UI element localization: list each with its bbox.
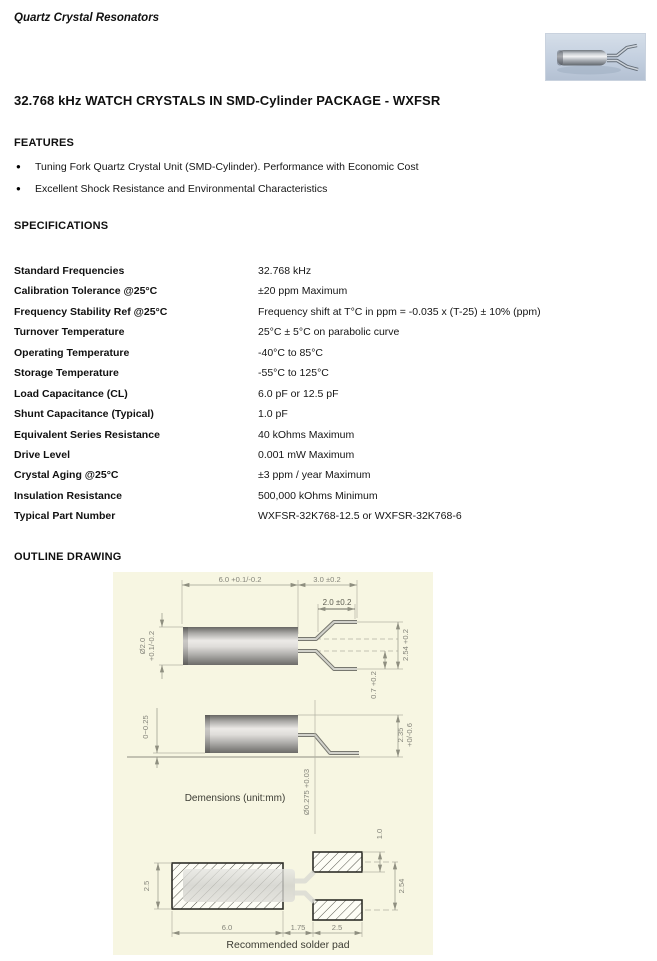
document-brand: Quartz Crystal Resonators [14, 12, 160, 24]
outline-drawing-panel [113, 572, 433, 955]
spec-row [14, 363, 634, 383]
spec-row [14, 261, 634, 281]
spec-label: Insulation Resistance [14, 489, 122, 502]
spec-value: 0.001 mW Maximum [258, 448, 355, 461]
spec-label: Drive Level [14, 448, 71, 461]
spec-value: 6.0 pF or 12.5 pF [258, 387, 339, 400]
spec-label: Storage Temperature [14, 367, 119, 380]
spec-value: 40 kOhms Maximum [258, 428, 355, 441]
spec-value: Frequency shift at T°C in ppm = -0.035 x (T-25) ± 10% (ppm) [258, 305, 541, 318]
dim-lead-pitch: 2.54 +0.2 [401, 629, 410, 661]
spec-value: 32.768 kHz [258, 265, 312, 277]
dim-pad2-height: 1.0 [375, 828, 384, 840]
dim-lead-offset: 0.7 +0.2 [369, 671, 378, 699]
spec-row [14, 486, 634, 506]
dim-diameter-tol: +0.1/-0.2 [147, 630, 156, 662]
drawing-view-side [127, 700, 403, 834]
spec-value: ±20 ppm Maximum [258, 285, 348, 298]
spec-label: Turnover Temperature [14, 326, 125, 339]
photo-shadow [557, 66, 621, 75]
outline-drawing [113, 572, 433, 955]
page-title: 32.768 kHz WATCH CRYSTALS IN SMD-Cylinder PACKAGE - WXFSR [14, 93, 441, 108]
crystal-cylinder [557, 50, 607, 66]
spec-row [14, 343, 634, 363]
feature-text: Tuning Fork Quartz Crystal Unit (SMD-Cylinder). Performance with Economic Cost [35, 161, 419, 173]
dim-pad-pitch: 2.54 [397, 878, 406, 894]
dim-body-length: 6.0 +0.1/-0.2 [218, 575, 262, 584]
dim-pad2-width: 2.5 [331, 923, 343, 932]
drawing-view-top [159, 580, 403, 679]
drawing-view-solder-pad [154, 852, 400, 937]
spec-label: Standard Frequencies [14, 265, 125, 277]
spec-row [14, 425, 634, 445]
spec-value: 25°C ± 5°C on parabolic curve [258, 326, 400, 339]
bullet-icon: ● [16, 184, 21, 193]
dim-standoff: 0~0.25 [141, 715, 150, 739]
dim-pad-height: 2.5 [142, 880, 151, 892]
dim-lead-diameter: Ø0.275 +0.03 [302, 768, 311, 816]
feature-item [16, 156, 419, 178]
spec-label: Typical Part Number [14, 510, 116, 523]
dim-lead-length: 3.0 ±0.2 [313, 575, 341, 584]
specifications-heading: SPECIFICATIONS [14, 220, 109, 232]
spec-value: -40°C to 85°C [258, 346, 324, 359]
spec-row [14, 506, 634, 526]
spec-row [14, 445, 634, 465]
spec-table [14, 261, 634, 527]
spec-row [14, 302, 634, 322]
solder-pad-caption: Recommended solder pad [226, 939, 350, 951]
spec-row [14, 384, 634, 404]
spec-value: 1.0 pF [258, 408, 288, 421]
dim-height-tol: +0/-0.6 [405, 723, 414, 747]
spec-label: Load Capacitance (CL) [14, 387, 128, 400]
dim-height: 2.35 [396, 727, 405, 743]
features-list [16, 156, 419, 200]
ghost-crystal-overlay [183, 869, 295, 902]
spec-value: 500,000 kOhms Minimum [258, 489, 378, 502]
spec-label: Calibration Tolerance @25°C [14, 285, 158, 298]
spec-label: Equivalent Series Resistance [14, 428, 160, 441]
spec-label: Operating Temperature [14, 346, 130, 359]
product-photo-art [545, 33, 646, 81]
dim-bend-length: 2.0 ±0.2 [322, 598, 352, 607]
dimensions-note: Demensions (unit:mm) [184, 793, 286, 804]
spec-value: WXFSR-32K768-12.5 or WXFSR-32K768-6 [258, 510, 462, 523]
spec-label: Frequency Stability Ref @25°C [14, 305, 168, 318]
spec-row [14, 404, 634, 424]
spec-row [14, 322, 634, 342]
bullet-icon: ● [16, 162, 21, 171]
spec-value: ±3 ppm / year Maximum [258, 469, 371, 482]
feature-text: Excellent Shock Resistance and Environmental Characteristics [35, 183, 328, 195]
spec-value: -55°C to 125°C [258, 367, 329, 380]
spec-row [14, 465, 634, 485]
dim-pad-gap: 1.75 [290, 923, 306, 932]
spec-row [14, 281, 634, 301]
product-photo [545, 33, 646, 81]
dim-pad-width: 6.0 [221, 923, 233, 932]
features-heading: FEATURES [14, 137, 75, 149]
outline-drawing-heading: OUTLINE DRAWING [14, 551, 122, 563]
dim-diameter: Ø2.0 [138, 637, 147, 655]
feature-item [16, 178, 419, 200]
spec-label: Crystal Aging @25°C [14, 469, 119, 482]
spec-label: Shunt Capacitance (Typical) [14, 408, 154, 421]
